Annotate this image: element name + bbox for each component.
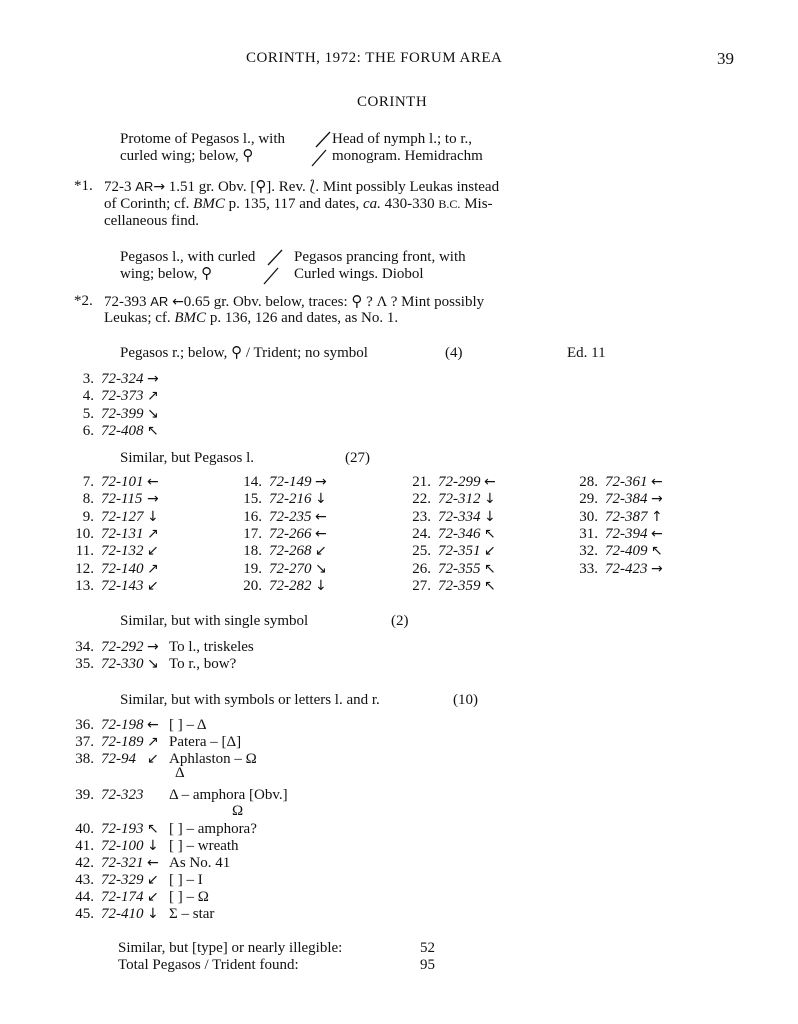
die-axis-arrow: ← xyxy=(147,855,159,871)
die-axis-arrow: ↑ xyxy=(651,508,663,525)
die-axis-arrow: → xyxy=(651,491,663,508)
inventory-number: 72-149 xyxy=(269,474,312,490)
die-axis-arrow: ↖ xyxy=(651,543,663,560)
die-axis-arrow: ↗ xyxy=(147,388,159,405)
entry-number: 34. xyxy=(75,639,94,655)
inventory-number: 72-115 xyxy=(101,491,143,508)
separator-slash xyxy=(310,130,334,168)
inventory-number: 72-270 xyxy=(269,560,312,577)
coin-entry xyxy=(70,838,239,856)
entry-number: 24. xyxy=(412,525,431,542)
coin-entry xyxy=(574,543,669,561)
die-axis-arrow: ↖ xyxy=(484,560,496,577)
entry-number: 44. xyxy=(75,889,94,905)
die-axis-arrow: ↘ xyxy=(147,405,159,422)
die-axis-arrow: ↙ xyxy=(147,543,159,560)
coin-entry xyxy=(70,474,165,492)
inventory-number: 72-94 xyxy=(101,751,136,767)
inventory-number: 72-361 xyxy=(605,474,648,490)
die-axis-arrow: ↖ xyxy=(147,821,159,837)
coin-entry xyxy=(70,543,165,561)
entry-number: 11. xyxy=(75,543,94,560)
coin-entry xyxy=(407,474,502,492)
inventory-number: 72-351 xyxy=(438,543,481,560)
inventory-number: 72-355 xyxy=(438,560,481,577)
coin-entry xyxy=(70,526,165,544)
entry-number: 37. xyxy=(75,734,94,750)
coin-entry xyxy=(238,474,333,492)
die-axis-arrow: ↓ xyxy=(147,838,159,854)
die-axis-arrow: ↙ xyxy=(484,543,496,560)
inventory-number: 72-216 xyxy=(269,491,312,508)
coin-entry xyxy=(407,543,502,561)
coin-entry xyxy=(574,509,669,527)
inventory-number: 72-329 xyxy=(101,872,144,888)
entry-number: 9. xyxy=(82,508,94,525)
inventory-number: 72-394 xyxy=(605,525,648,542)
die-axis-arrow: ← xyxy=(484,474,496,490)
symbol-description: Σ – star xyxy=(169,906,215,922)
inventory-number: 72-292 xyxy=(101,639,144,655)
coin-entry xyxy=(70,509,165,527)
inventory-number: 72-143 xyxy=(101,577,144,594)
inventory-number: 72-334 xyxy=(438,508,481,525)
entry-number: 36. xyxy=(75,717,94,733)
entry-number: 4. xyxy=(82,388,94,405)
entry-number: 26. xyxy=(412,560,431,577)
coin-entry xyxy=(70,889,209,907)
inventory-number: 72-131 xyxy=(101,525,144,542)
symbol-description: Patera – [Δ] xyxy=(169,734,242,750)
coin-entry xyxy=(72,371,165,389)
coin-entry xyxy=(70,491,165,509)
coin-entry xyxy=(407,578,502,596)
entry-number: 13. xyxy=(75,577,94,594)
section-title: CORINTH xyxy=(357,94,428,110)
letter-below-39: Ω xyxy=(232,803,244,819)
inventory-number: 72-235 xyxy=(269,508,312,525)
coin-entry xyxy=(238,526,333,544)
inventory-number: 72-268 xyxy=(269,543,312,560)
die-axis-arrow: ↙ xyxy=(315,543,327,560)
die-axis-arrow: ↙ xyxy=(147,577,159,594)
entry-number: 30. xyxy=(579,508,598,525)
inventory-number: 72-373 xyxy=(101,388,144,405)
symbol-description: [ ] – I xyxy=(169,872,203,888)
coin-entry xyxy=(72,388,165,406)
coin-entry xyxy=(574,491,669,509)
entry-number: 19. xyxy=(243,560,262,577)
coin-entry xyxy=(407,509,502,527)
die-axis-arrow: ↙ xyxy=(147,872,159,888)
coin-entry xyxy=(70,855,230,873)
die-axis-arrow: → xyxy=(147,639,159,655)
inventory-number: 72-198 xyxy=(101,717,144,733)
die-axis-arrow: ↙ xyxy=(147,889,159,905)
entry-number: 6. xyxy=(82,422,94,439)
entry-number: 41. xyxy=(75,838,94,854)
entry-number: 40. xyxy=(75,821,94,837)
die-axis-arrow: → xyxy=(315,474,327,490)
coin-entry xyxy=(407,526,502,544)
inventory-number: 72-193 xyxy=(101,821,144,837)
inventory-number: 72-346 xyxy=(438,525,481,542)
entry-number: 39. xyxy=(75,787,94,803)
entry-number: 14. xyxy=(243,474,262,490)
entry-number: 33. xyxy=(579,560,598,577)
entry-number: 7. xyxy=(82,474,94,490)
symbol-description: To l., triskeles xyxy=(169,639,254,655)
entry-number: 8. xyxy=(82,491,94,508)
die-axis-arrow: ↓ xyxy=(315,491,327,508)
inventory-number: 72-282 xyxy=(269,577,312,594)
coin-entry xyxy=(70,751,257,769)
coin-entry xyxy=(407,491,502,509)
die-axis-arrow: → xyxy=(651,560,663,577)
coin-entry xyxy=(238,561,333,579)
symbol-description: [ ] – wreath xyxy=(169,838,239,854)
inventory-number: 72-132 xyxy=(101,543,144,560)
inventory-number: 72-387 xyxy=(605,508,648,525)
coin-entry xyxy=(70,717,207,735)
die-axis-arrow: ← xyxy=(147,474,159,490)
coin-entry xyxy=(238,491,333,509)
inventory-number: 72-140 xyxy=(101,560,144,577)
inventory-number: 72-409 xyxy=(605,543,648,560)
inventory-number: 72-189 xyxy=(101,734,144,750)
coin-entry xyxy=(70,639,254,657)
coin-entry xyxy=(70,906,214,924)
inventory-number: 72-127 xyxy=(101,508,144,525)
coin-entry xyxy=(70,821,257,839)
die-axis-arrow: ↘ xyxy=(315,560,327,577)
coin-entry xyxy=(574,561,669,579)
coin-entry xyxy=(70,872,203,890)
inventory-number: 72-408 xyxy=(101,422,144,439)
inventory-number: 72-321 xyxy=(101,855,144,871)
die-axis-arrow: ↓ xyxy=(484,508,496,525)
inventory-number: 72-423 xyxy=(605,560,648,577)
inventory-number: 72-330 xyxy=(101,656,144,673)
coin-entry xyxy=(574,474,669,492)
die-axis-arrow: ↖ xyxy=(147,422,159,439)
inventory-number: 72-266 xyxy=(269,525,312,542)
coin-entry xyxy=(70,578,165,596)
inventory-number: 72-399 xyxy=(101,405,144,422)
inventory-number: 72-299 xyxy=(438,474,481,490)
die-axis-arrow: ↗ xyxy=(147,734,159,750)
inventory-number: 72-100 xyxy=(101,838,144,854)
separator-slash xyxy=(262,248,286,286)
die-axis-arrow: ↗ xyxy=(147,560,159,577)
symbol-description: Aphlaston – Ω xyxy=(169,751,257,767)
die-axis-arrow: ↖ xyxy=(484,525,496,542)
entry-number: 10. xyxy=(75,525,94,542)
symbol-description: [ ] – Ω xyxy=(169,889,209,905)
letter-above-38: Δ xyxy=(175,765,185,781)
die-axis-arrow: ↓ xyxy=(484,491,496,508)
die-axis-arrow: → xyxy=(147,491,159,508)
entry-number: 42. xyxy=(75,855,94,871)
entry-number: 21. xyxy=(412,474,431,490)
entry-number: 23. xyxy=(412,508,431,525)
coin-entry xyxy=(70,734,241,752)
coin-entry xyxy=(72,406,165,424)
entry-number: 27. xyxy=(412,577,431,594)
coin-entry xyxy=(70,561,165,579)
coin-entry xyxy=(238,578,333,596)
die-axis-arrow: ↗ xyxy=(147,525,159,542)
inventory-number: 72-101 xyxy=(101,474,144,490)
entry-number: 18. xyxy=(243,543,262,560)
die-axis-arrow: ↓ xyxy=(315,577,327,594)
die-axis-arrow: ↓ xyxy=(147,906,159,922)
inventory-number: 72-359 xyxy=(438,577,481,594)
entry-number: 45. xyxy=(75,906,94,922)
page-number: 39 xyxy=(717,49,734,68)
coin-entry xyxy=(574,526,669,544)
entry-number: 38. xyxy=(75,751,94,767)
entry-number: 43. xyxy=(75,872,94,888)
inventory-number: 72-323 xyxy=(101,787,144,803)
entry-number: 29. xyxy=(579,491,598,508)
entry-number: 25. xyxy=(412,543,431,560)
die-axis-arrow: ↖ xyxy=(484,577,496,594)
die-axis-arrow: ← xyxy=(147,717,159,733)
inventory-number: 72-324 xyxy=(101,371,144,387)
entry-number: 5. xyxy=(82,405,94,422)
entry-number: 3. xyxy=(82,371,94,387)
inventory-number: 72-410 xyxy=(101,906,144,922)
coin-entry xyxy=(407,561,502,579)
entry-number: 15. xyxy=(243,491,262,508)
coin-entry xyxy=(70,656,236,674)
symbol-description: To r., bow? xyxy=(169,656,237,673)
symbol-description: [ ] – Δ xyxy=(169,717,207,733)
inventory-number: 72-312 xyxy=(438,491,481,508)
die-axis-arrow: ← xyxy=(315,525,327,542)
coin-entry xyxy=(70,787,288,805)
entry-number: 16. xyxy=(243,508,262,525)
entry-number: 17. xyxy=(243,525,262,542)
inventory-number: 72-384 xyxy=(605,491,648,508)
running-header: CORINTH, 1972: THE FORUM AREA xyxy=(246,50,503,66)
entry-number: 12. xyxy=(75,560,94,577)
die-axis-arrow: ↓ xyxy=(147,508,159,525)
entry-number: 32. xyxy=(579,543,598,560)
entry-number: 22. xyxy=(412,491,431,508)
symbol-description: As No. 41 xyxy=(169,855,231,871)
coin-entry xyxy=(72,423,165,441)
die-axis-arrow: ← xyxy=(651,474,663,490)
symbol-description: Δ – amphora [Obv.] xyxy=(169,787,288,803)
entry-number: 35. xyxy=(75,656,94,673)
die-axis-arrow: ↙ xyxy=(147,751,159,767)
die-axis-arrow: ← xyxy=(651,525,663,542)
symbol-description: [ ] – amphora? xyxy=(169,821,257,837)
die-axis-arrow: → xyxy=(147,371,159,387)
die-axis-arrow: ← xyxy=(315,508,327,525)
coin-entry xyxy=(238,543,333,561)
entry-number: 31. xyxy=(579,525,598,542)
entry-number: 20. xyxy=(243,577,262,594)
entry-number: 28. xyxy=(579,474,598,490)
coin-entry xyxy=(238,509,333,527)
inventory-number: 72-174 xyxy=(101,889,144,905)
die-axis-arrow: ↘ xyxy=(147,656,159,673)
